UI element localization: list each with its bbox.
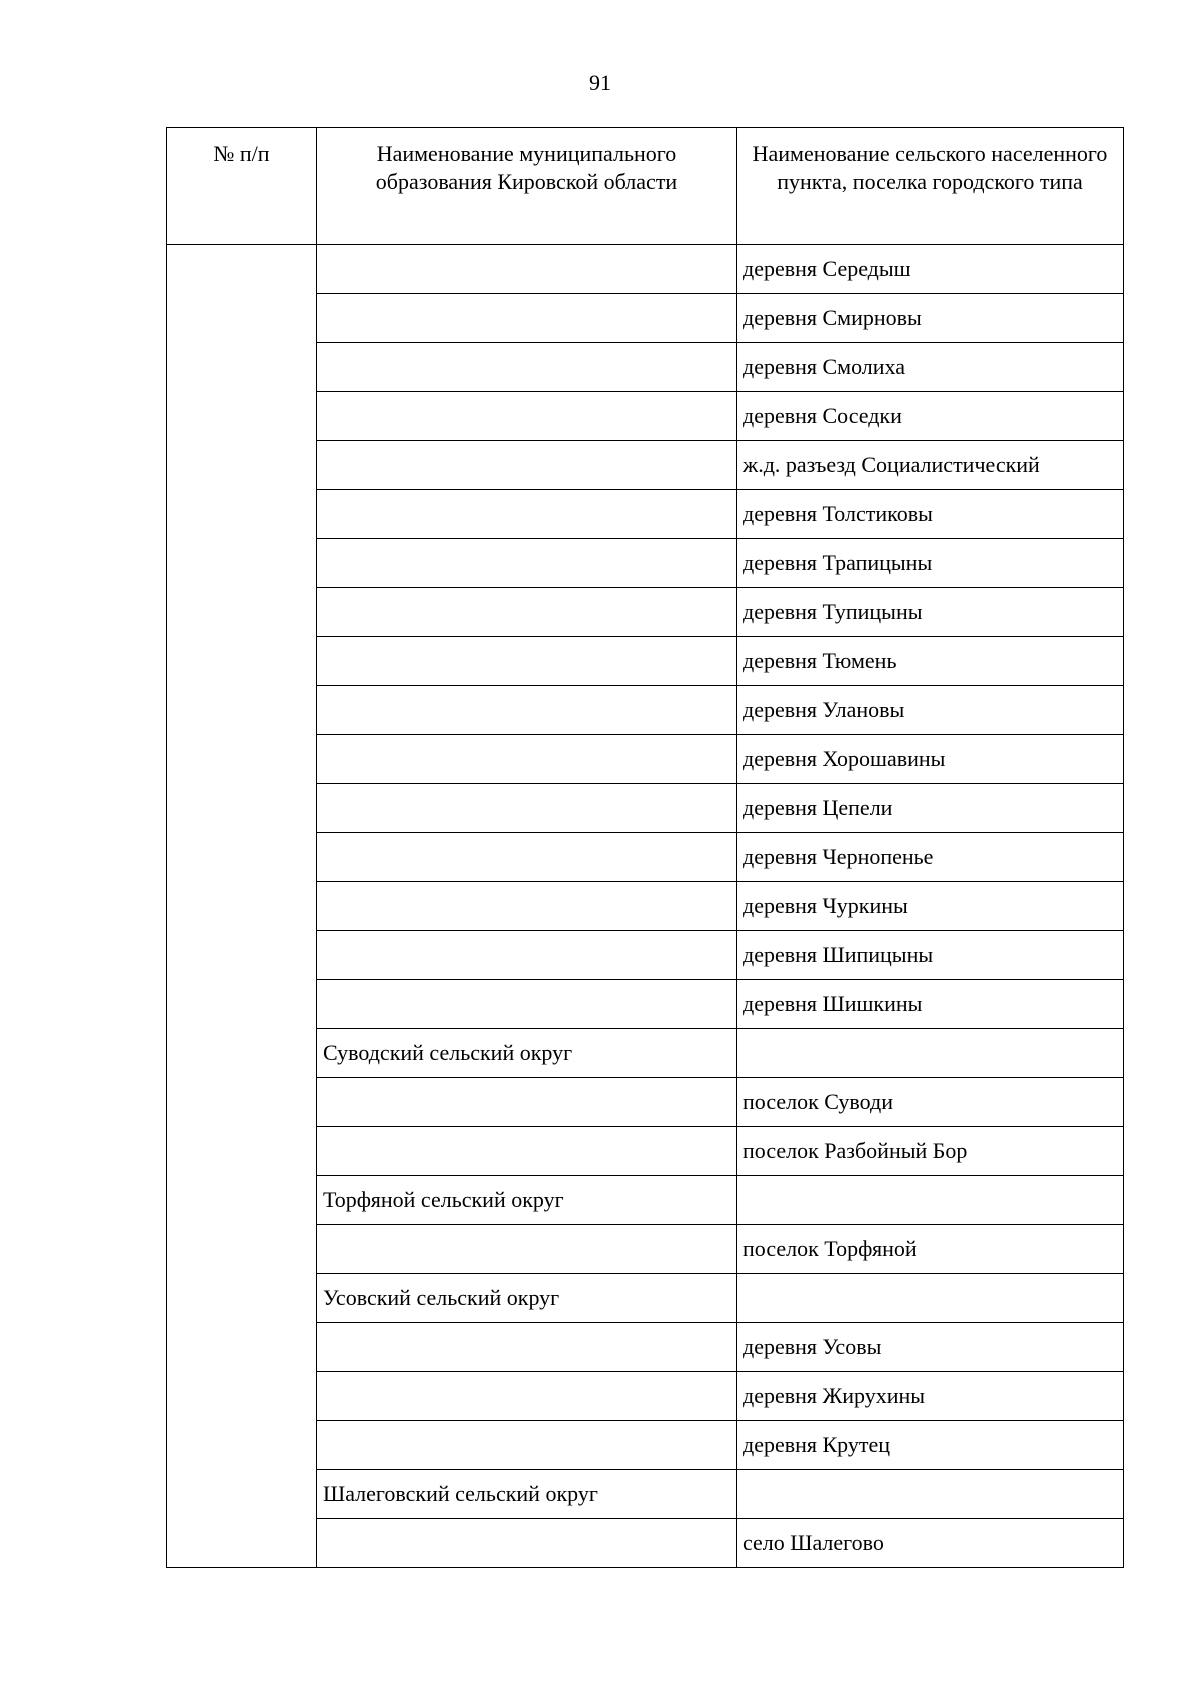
municipality-cell — [317, 588, 737, 637]
municipality-cell — [317, 1078, 737, 1127]
settlement-cell — [737, 1470, 1124, 1519]
settlement-cell: деревня Чуркины — [737, 882, 1124, 931]
municipality-cell — [317, 441, 737, 490]
settlement-cell: деревня Соседки — [737, 392, 1124, 441]
settlement-cell: село Шалегово — [737, 1519, 1124, 1568]
municipality-cell — [317, 245, 737, 294]
settlement-cell: деревня Тупицыны — [737, 588, 1124, 637]
municipality-cell — [317, 343, 737, 392]
municipality-cell — [317, 1372, 737, 1421]
municipality-cell: Торфяной сельский округ — [317, 1176, 737, 1225]
header-number: № п/п — [167, 128, 317, 245]
settlement-cell: поселок Суводи — [737, 1078, 1124, 1127]
header-municipality: Наименование муниципального образования Кировской области — [317, 128, 737, 245]
settlement-cell: поселок Торфяной — [737, 1225, 1124, 1274]
settlement-cell: деревня Толстиковы — [737, 490, 1124, 539]
settlement-cell — [737, 1176, 1124, 1225]
municipality-cell — [317, 294, 737, 343]
settlement-cell: деревня Улановы — [737, 686, 1124, 735]
municipality-cell — [317, 392, 737, 441]
municipality-cell — [317, 637, 737, 686]
settlement-cell: деревня Смолиха — [737, 343, 1124, 392]
settlement-cell: деревня Середыш — [737, 245, 1124, 294]
page-number: 91 — [589, 70, 611, 95]
settlement-cell: деревня Тюмень — [737, 637, 1124, 686]
settlement-cell — [737, 1274, 1124, 1323]
settlement-cell: поселок Разбойный Бор — [737, 1127, 1124, 1176]
settlement-cell: деревня Хорошавины — [737, 735, 1124, 784]
municipality-cell — [317, 1519, 737, 1568]
municipality-cell — [317, 1225, 737, 1274]
settlement-cell: деревня Шишкины — [737, 980, 1124, 1029]
municipality-cell — [317, 735, 737, 784]
settlement-cell: деревня Чернопенье — [737, 833, 1124, 882]
settlement-cell: деревня Крутец — [737, 1421, 1124, 1470]
table-header-row — [167, 128, 1124, 245]
settlements-table — [166, 127, 1124, 1568]
number-cell — [167, 245, 317, 1568]
municipality-cell — [317, 833, 737, 882]
municipality-cell — [317, 539, 737, 588]
municipality-cell: Усовский сельский округ — [317, 1274, 737, 1323]
municipality-cell — [317, 784, 737, 833]
municipality-cell — [317, 1323, 737, 1372]
settlement-cell: ж.д. разъезд Социалистический — [737, 441, 1124, 490]
municipality-cell: Суводский сельский округ — [317, 1029, 737, 1078]
settlement-cell: деревня Усовы — [737, 1323, 1124, 1372]
municipality-cell — [317, 1127, 737, 1176]
municipality-cell — [317, 490, 737, 539]
settlement-cell: деревня Шипицыны — [737, 931, 1124, 980]
settlement-cell — [737, 1029, 1124, 1078]
settlement-cell: деревня Смирновы — [737, 294, 1124, 343]
settlement-cell: деревня Трапицыны — [737, 539, 1124, 588]
municipality-cell — [317, 686, 737, 735]
header-settlement: Наименование сельского населенного пункта, поселка городского типа — [737, 128, 1124, 245]
municipality-cell — [317, 931, 737, 980]
municipality-cell — [317, 882, 737, 931]
municipality-cell: Шалеговский сельский округ — [317, 1470, 737, 1519]
table-row — [167, 245, 1124, 294]
table-body — [167, 245, 1124, 1568]
municipality-cell — [317, 980, 737, 1029]
settlement-cell: деревня Цепели — [737, 784, 1124, 833]
settlement-cell: деревня Жирухины — [737, 1372, 1124, 1421]
municipality-cell — [317, 1421, 737, 1470]
